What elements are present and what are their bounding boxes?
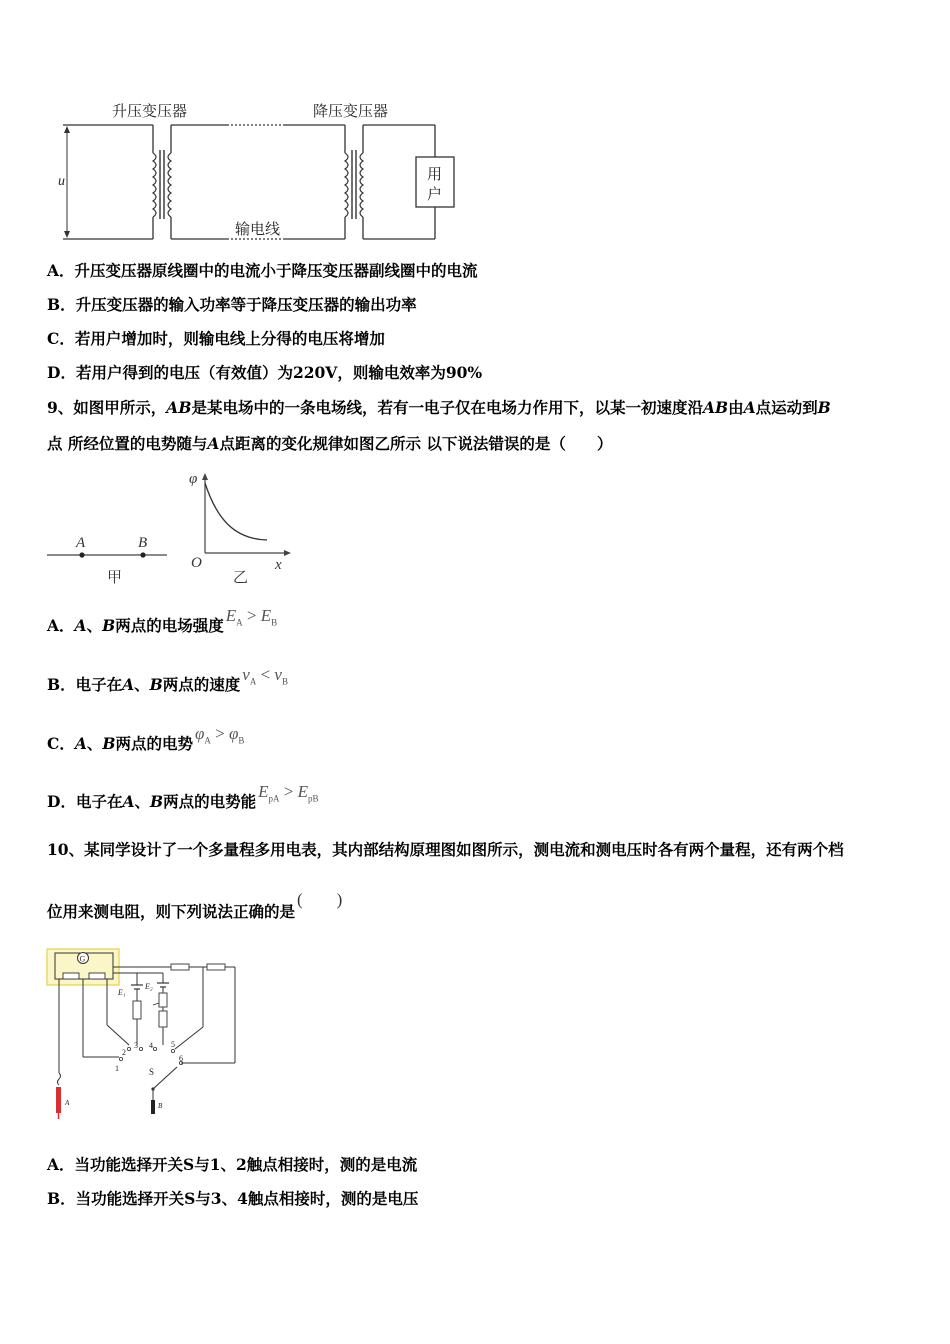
phi-axis-label: φ [189, 471, 198, 487]
step-down-label: 降压变压器 [313, 104, 389, 120]
q10-stem-line2: 位用来测电阻，则下列说法正确的是( ) [47, 890, 343, 921]
probe-b-label: B [158, 1102, 163, 1110]
contact-1: 1 [115, 1064, 119, 1073]
q8-option-c: C．若用户增加时，则输电线上分得的电压将增加 [47, 329, 385, 348]
probe-a [56, 1087, 61, 1113]
q10-paren: ( ) [297, 890, 343, 909]
contact-5: 5 [171, 1040, 175, 1049]
e1-label: E₁ [118, 988, 126, 997]
contact-3: 3 [134, 1041, 138, 1050]
multimeter-circuit [45, 945, 245, 1125]
u-label: u [58, 174, 65, 189]
contact-6: 6 [179, 1054, 183, 1063]
q10-option-a: A．当功能选择开关S与1、2触点相接时，测的是电流 [47, 1155, 418, 1174]
step-up-label: 升压变压器 [112, 104, 188, 120]
q9-c-formula: $\varphi_A > \varphi_B$ [195, 724, 245, 746]
q9-a-formula: $E_A > E_B$ [225, 606, 278, 628]
fig-jia-label: 甲 [107, 570, 123, 586]
contact-2: 2 [122, 1048, 126, 1057]
e2-label: E₂ [145, 982, 153, 991]
field-line-diagram [45, 465, 295, 590]
q10-option-b: B．当功能选择开关S与3、4触点相接时，测的是电压 [47, 1189, 419, 1208]
galvanometer-label: G [79, 954, 86, 964]
probe-b [151, 1100, 155, 1114]
q9-stem-line2: 点 所经位置的电势随与A点距离的变化规律如图乙所示 以下说法错误的是（ ） [47, 434, 613, 453]
q8-option-a: A．升压变压器原线圈中的电流小于降压变压器副线圈中的电流 [47, 261, 478, 280]
fig-yi-label: 乙 [233, 570, 249, 586]
line-label: 输电线 [235, 222, 281, 238]
x-axis-label: x [275, 557, 282, 573]
point-b-label: B [138, 535, 148, 551]
q9-b-formula: $v_A < v_B$ [242, 665, 288, 687]
user-char-1: 用 [427, 167, 443, 183]
q9-option-d: D．电子在A、B两点的电势能$E_{pA} > E_{pB}$ [47, 782, 319, 811]
point-a-label: A [76, 535, 86, 551]
q9-option-a: A．A、B两点的电场强度$E_A > E_B$ [47, 606, 278, 635]
q9-stem-line1: 9、如图甲所示，AB是某电场中的一条电场线，若有一电子仅在电场力作用下，以某一初速度沿AB由A点运动到B [47, 398, 831, 417]
q9-option-c: C．A、B两点的电势$\varphi_A > \varphi_B$ [47, 724, 245, 753]
probe-a-label: A [65, 1099, 70, 1107]
q8-option-d: D．若用户得到的电压（有效值）为220V，则输电效率为90% [47, 363, 483, 382]
switch-label: S [149, 1067, 155, 1077]
origin-label: O [191, 555, 202, 571]
user-char-2: 户 [427, 187, 443, 203]
q10-stem-line1: 10、某同学设计了一个多量程多用电表，其内部结构原理图如图所示，测电流和测电压时各有两个量程，还有两个档 [47, 840, 844, 859]
contact-4: 4 [149, 1041, 153, 1050]
transmission-diagram [55, 95, 455, 245]
q8-option-b: B．升压变压器的输入功率等于降压变压器的输出功率 [47, 295, 417, 314]
q9-d-formula: $E_{pA} > E_{pB}$ [258, 782, 319, 804]
q9-option-b: B．电子在A、B两点的速度$v_A < v_B$ [47, 665, 288, 694]
